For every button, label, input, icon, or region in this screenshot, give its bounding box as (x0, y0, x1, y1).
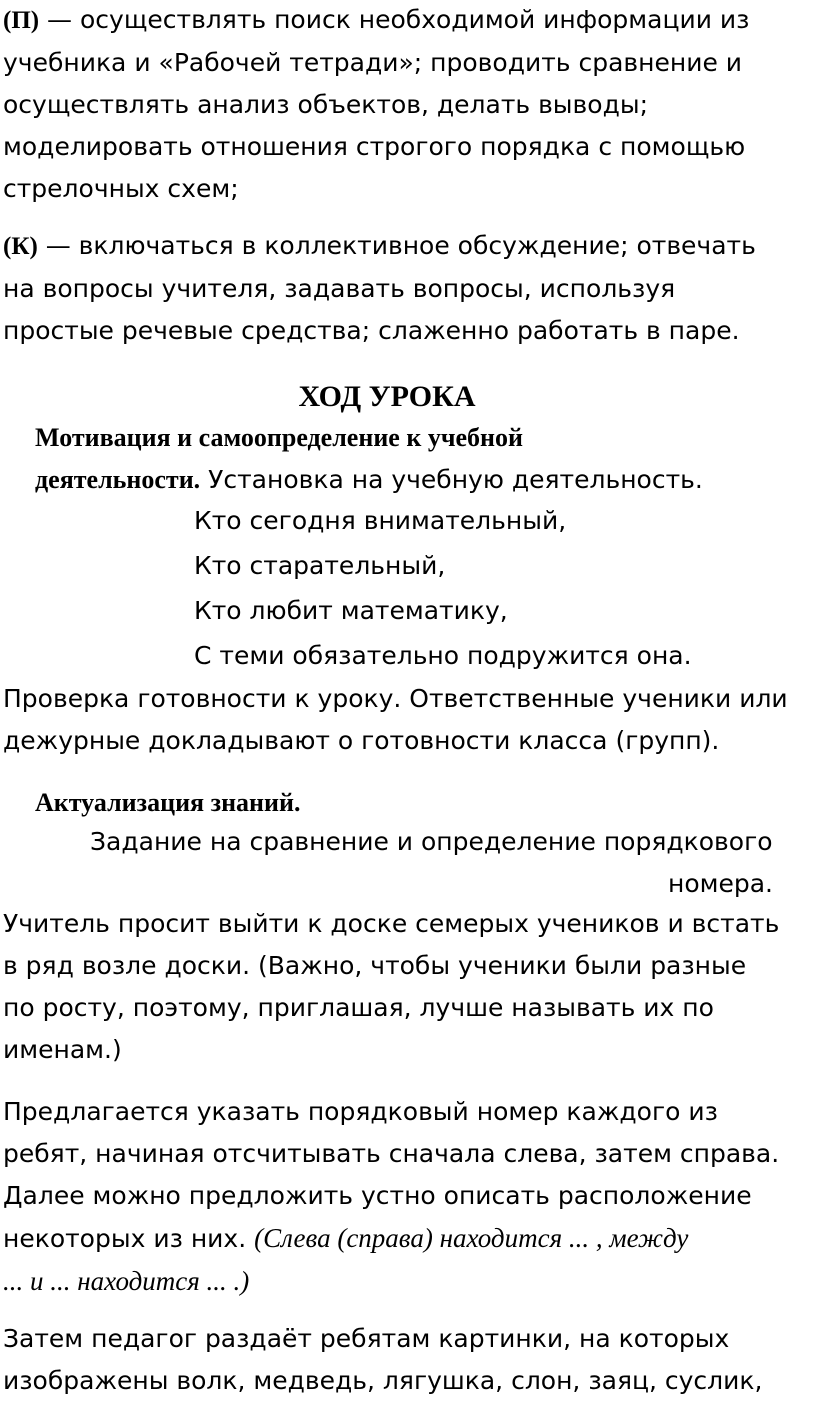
paragraph-p: (П) — осуществлять поиск необходимой информации из учебника и «Рабочей тетради»; проводить сравнение и осуществлять анализ объектов, делать выводы; моделировать отношения строгого порядка с помощью стрелочных схем; (3, 5, 750, 203)
teacher-paragraph: Учитель просит выйти к доске семерых учеников и встать в ряд возле доски. (Важно, чтобы ученики были разные по росту, поэтому, приглашая, лучше называть их по именам.) (3, 909, 780, 1064)
suggest-paragraph: Предлагается указать порядковый номер каждого из ребят, начиная отсчитывать сначала слева, затем справа. Далее можно предложить устно описать расположение некоторых из них. (Слева (справа) находится ... , между ... и ... находится ... .) (3, 1097, 780, 1296)
motivation-section: Мотивация и самоопределение к учебной деятельности. Установка на учебную деятельность. (35, 417, 805, 501)
label-k: (К) (3, 233, 38, 260)
closing-paragraph: Затем педагог раздаёт ребятам картинки, на которых изображены волк, медведь, лягушка, слон, заяц, суслик, (3, 1324, 763, 1395)
actualization-title: Актуализация знаний. (35, 788, 301, 817)
actualization-task: Задание на сравнение и определение порядкового номера. (90, 827, 773, 898)
poem-line: Кто сегодня внимательный, (194, 506, 567, 535)
poem-line: С теми обязательно подружится она. (194, 641, 692, 670)
paragraph-k: (К) — включаться в коллективное обсуждение; отвечать на вопросы учителя, задавать вопросы, используя простые речевые средства; слаженно работать в паре. (3, 231, 756, 345)
label-p: (П) (3, 7, 40, 34)
readiness-paragraph: Проверка готовности к уроку. Ответственные ученики или дежурные докладывают о готовности класса (групп). (3, 684, 788, 755)
poem (194, 498, 794, 678)
motivation-title: Мотивация и самоопределение к учебной (35, 423, 523, 452)
page-heading: ХОД УРОКА (298, 380, 476, 413)
poem-line: Кто старательный, (194, 551, 446, 580)
poem-line: Кто любит математику, (194, 596, 508, 625)
